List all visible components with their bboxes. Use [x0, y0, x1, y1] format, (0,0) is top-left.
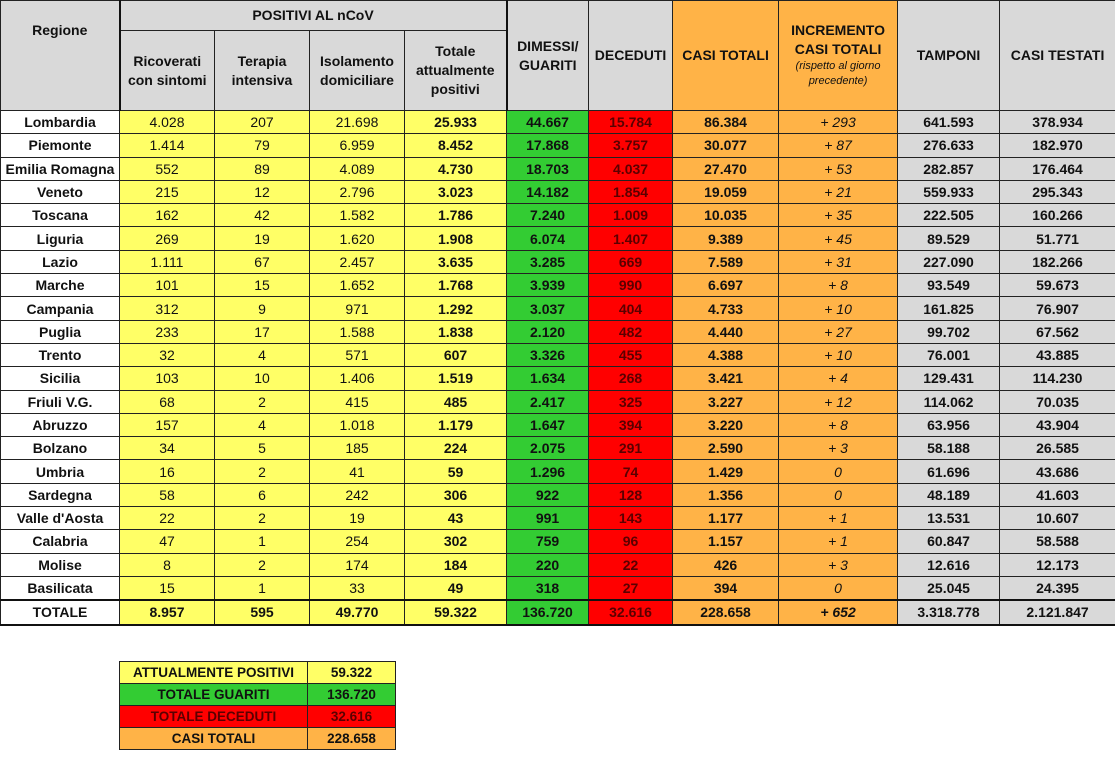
cell-isolamento: 242 — [310, 483, 405, 506]
cell-dimessi: 220 — [507, 553, 589, 576]
cell-dimessi: 3.037 — [507, 297, 589, 320]
table-row — [1, 460, 1115, 483]
cell-testati: 160.266 — [1000, 204, 1115, 227]
cell-tamponi: 61.696 — [898, 460, 1000, 483]
table-row — [1, 413, 1115, 436]
cell-terapia: 5 — [215, 437, 310, 460]
cell-dimessi: 318 — [507, 576, 589, 600]
cell-incremento: + 293 — [779, 111, 898, 134]
cell-testati: 43.904 — [1000, 413, 1115, 436]
cell-terapia: 17 — [215, 320, 310, 343]
cell-casi: 3.220 — [673, 413, 779, 436]
cell-deceduti: 1.854 — [589, 180, 673, 203]
cell-isolamento: 185 — [310, 437, 405, 460]
cell-tamponi: 227.090 — [898, 250, 1000, 273]
cell-isolamento: 1.620 — [310, 227, 405, 250]
cell-regione: Piemonte — [1, 134, 120, 157]
cell-testati: 59.673 — [1000, 274, 1115, 297]
header-positivi-group: POSITIVI AL nCoV — [120, 1, 507, 31]
cell-incremento: + 10 — [779, 343, 898, 366]
cell-incremento: + 31 — [779, 250, 898, 273]
cell-testati: 114.230 — [1000, 367, 1115, 390]
cell-isolamento: 1.406 — [310, 367, 405, 390]
cell-casi: 19.059 — [673, 180, 779, 203]
header-casi-testati: CASI TESTATI — [1000, 1, 1115, 111]
cell-testati: 67.562 — [1000, 320, 1115, 343]
cell-isolamento: 2.457 — [310, 250, 405, 273]
cell-ricoverati: 22 — [120, 507, 215, 530]
cell-tamponi: 276.633 — [898, 134, 1000, 157]
cell-tamponi: 48.189 — [898, 483, 1000, 506]
cell-testati: 76.907 — [1000, 297, 1115, 320]
cell-dimessi: 18.703 — [507, 157, 589, 180]
header-incremento-title: INCREMENTO CASI TOTALI — [791, 22, 885, 58]
cell-dimessi: 1.647 — [507, 413, 589, 436]
cell-ricoverati: 1.414 — [120, 134, 215, 157]
header-incremento-sub: (rispetto al giorno precedente) — [795, 60, 881, 88]
header-ricoverati: Ricoverati con sintomi — [120, 31, 215, 111]
table-row — [1, 134, 1115, 157]
cell-terapia: 1 — [215, 530, 310, 553]
cell-casi: 1.356 — [673, 483, 779, 506]
cell-ricoverati: 312 — [120, 297, 215, 320]
cell-tamponi: 222.505 — [898, 204, 1000, 227]
table-row — [1, 483, 1115, 506]
table-row — [1, 437, 1115, 460]
cell-terapia: 10 — [215, 367, 310, 390]
cell-tamponi: 58.188 — [898, 437, 1000, 460]
cell-ricoverati: 15 — [120, 576, 215, 600]
table-row — [1, 576, 1115, 600]
cell-incremento: + 4 — [779, 367, 898, 390]
cell-dimessi: 1.296 — [507, 460, 589, 483]
cell-incremento: 0 — [779, 483, 898, 506]
cell-regione: Bolzano — [1, 437, 120, 460]
cell-regione: Lazio — [1, 250, 120, 273]
cell-terapia: 15 — [215, 274, 310, 297]
cell-isolamento: 4.089 — [310, 157, 405, 180]
cell-incremento: + 3 — [779, 437, 898, 460]
cell-isolamento: 1.018 — [310, 413, 405, 436]
header-deceduti: DECEDUTI — [589, 1, 673, 111]
summary-row — [120, 662, 396, 684]
table-row — [1, 250, 1115, 273]
cell-totale: 59 — [405, 460, 507, 483]
cell-tamponi: 93.549 — [898, 274, 1000, 297]
cell-regione: Sardegna — [1, 483, 120, 506]
cell-casi: 3.421 — [673, 367, 779, 390]
cell-deceduti: 394 — [589, 413, 673, 436]
cell-dimessi: 922 — [507, 483, 589, 506]
cell-regione: Lombardia — [1, 111, 120, 134]
cell-terapia: 2 — [215, 553, 310, 576]
cell-isolamento: 415 — [310, 390, 405, 413]
cell-regione: TOTALE — [1, 600, 120, 624]
cell-dimessi: 44.667 — [507, 111, 589, 134]
cell-incremento: + 3 — [779, 553, 898, 576]
cell-tamponi: 161.825 — [898, 297, 1000, 320]
summary-row — [120, 728, 396, 750]
cell-ricoverati: 233 — [120, 320, 215, 343]
cell-casi: 228.658 — [673, 600, 779, 624]
cell-regione: Toscana — [1, 204, 120, 227]
cell-terapia: 12 — [215, 180, 310, 203]
cell-ricoverati: 16 — [120, 460, 215, 483]
cell-deceduti: 22 — [589, 553, 673, 576]
cell-totale: 607 — [405, 343, 507, 366]
cell-regione: Friuli V.G. — [1, 390, 120, 413]
cell-dimessi: 3.939 — [507, 274, 589, 297]
cell-regione: Abruzzo — [1, 413, 120, 436]
cell-totale: 59.322 — [405, 600, 507, 624]
cell-regione: Puglia — [1, 320, 120, 343]
cell-terapia: 67 — [215, 250, 310, 273]
table-row — [1, 297, 1115, 320]
cell-deceduti: 669 — [589, 250, 673, 273]
cell-tamponi: 129.431 — [898, 367, 1000, 390]
cell-terapia: 4 — [215, 343, 310, 366]
cell-tamponi: 12.616 — [898, 553, 1000, 576]
cell-deceduti: 143 — [589, 507, 673, 530]
cell-ricoverati: 162 — [120, 204, 215, 227]
table-row — [1, 204, 1115, 227]
cell-regione: Trento — [1, 343, 120, 366]
cell-isolamento: 1.588 — [310, 320, 405, 343]
cell-ricoverati: 47 — [120, 530, 215, 553]
table-row — [1, 553, 1115, 576]
cell-totale: 8.452 — [405, 134, 507, 157]
header-tamponi: TAMPONI — [898, 1, 1000, 111]
cell-deceduti: 15.784 — [589, 111, 673, 134]
cell-isolamento: 33 — [310, 576, 405, 600]
cell-deceduti: 291 — [589, 437, 673, 460]
table-body — [1, 111, 1115, 625]
cell-isolamento: 21.698 — [310, 111, 405, 134]
cell-ricoverati: 8 — [120, 553, 215, 576]
cell-tamponi: 641.593 — [898, 111, 1000, 134]
cell-incremento: + 27 — [779, 320, 898, 343]
table-row — [1, 274, 1115, 297]
cell-deceduti: 96 — [589, 530, 673, 553]
cell-terapia: 207 — [215, 111, 310, 134]
summary-label: TOTALE GUARITI — [120, 684, 308, 706]
cell-incremento: + 8 — [779, 413, 898, 436]
header-isolamento: Isolamento domiciliare — [310, 31, 405, 111]
cell-isolamento: 174 — [310, 553, 405, 576]
cell-deceduti: 4.037 — [589, 157, 673, 180]
cell-totale: 184 — [405, 553, 507, 576]
cell-totale: 1.768 — [405, 274, 507, 297]
cell-deceduti: 1.407 — [589, 227, 673, 250]
cell-isolamento: 6.959 — [310, 134, 405, 157]
table-row — [1, 111, 1115, 134]
header-regione: Regione — [1, 1, 120, 111]
cell-testati: 12.173 — [1000, 553, 1115, 576]
cell-tamponi: 76.001 — [898, 343, 1000, 366]
cell-totale: 1.519 — [405, 367, 507, 390]
cell-testati: 51.771 — [1000, 227, 1115, 250]
table-row — [1, 157, 1115, 180]
header-terapia: Terapia intensiva — [215, 31, 310, 111]
table-row — [1, 227, 1115, 250]
cell-testati: 43.885 — [1000, 343, 1115, 366]
cell-dimessi: 6.074 — [507, 227, 589, 250]
cell-regione: Basilicata — [1, 576, 120, 600]
cell-terapia: 42 — [215, 204, 310, 227]
cell-deceduti: 3.757 — [589, 134, 673, 157]
cell-dimessi: 136.720 — [507, 600, 589, 624]
cell-totale: 3.635 — [405, 250, 507, 273]
table-row — [1, 180, 1115, 203]
summary-label: CASI TOTALI — [120, 728, 308, 750]
cell-terapia: 6 — [215, 483, 310, 506]
cell-isolamento: 254 — [310, 530, 405, 553]
cell-isolamento: 41 — [310, 460, 405, 483]
table-row — [1, 343, 1115, 366]
cell-testati: 10.607 — [1000, 507, 1115, 530]
cell-dimessi: 1.634 — [507, 367, 589, 390]
cell-testati: 26.585 — [1000, 437, 1115, 460]
cell-casi: 6.697 — [673, 274, 779, 297]
cell-isolamento: 571 — [310, 343, 405, 366]
header-incremento — [779, 1, 898, 111]
cell-dimessi: 759 — [507, 530, 589, 553]
cell-dimessi: 2.120 — [507, 320, 589, 343]
cell-ricoverati: 32 — [120, 343, 215, 366]
cell-ricoverati: 269 — [120, 227, 215, 250]
cell-tamponi: 99.702 — [898, 320, 1000, 343]
cell-tamponi: 89.529 — [898, 227, 1000, 250]
cell-testati: 182.266 — [1000, 250, 1115, 273]
cell-regione: Veneto — [1, 180, 120, 203]
cell-tamponi: 60.847 — [898, 530, 1000, 553]
cell-totale: 1.292 — [405, 297, 507, 320]
summary-value: 59.322 — [308, 662, 396, 684]
cell-totale: 1.908 — [405, 227, 507, 250]
cell-dimessi: 7.240 — [507, 204, 589, 227]
cell-dimessi: 14.182 — [507, 180, 589, 203]
cell-casi: 4.440 — [673, 320, 779, 343]
cell-casi: 9.389 — [673, 227, 779, 250]
cell-incremento: + 8 — [779, 274, 898, 297]
cell-ricoverati: 552 — [120, 157, 215, 180]
cell-incremento: + 652 — [779, 600, 898, 624]
cell-dimessi: 3.285 — [507, 250, 589, 273]
cell-regione: Sicilia — [1, 367, 120, 390]
cell-incremento: + 53 — [779, 157, 898, 180]
cell-casi: 394 — [673, 576, 779, 600]
cell-isolamento: 19 — [310, 507, 405, 530]
cell-terapia: 1 — [215, 576, 310, 600]
cell-incremento: 0 — [779, 576, 898, 600]
cell-isolamento: 1.582 — [310, 204, 405, 227]
cell-isolamento: 2.796 — [310, 180, 405, 203]
cell-regione: Valle d'Aosta — [1, 507, 120, 530]
table-row — [1, 530, 1115, 553]
cell-totale: 306 — [405, 483, 507, 506]
cell-regione: Umbria — [1, 460, 120, 483]
cell-deceduti: 990 — [589, 274, 673, 297]
cell-totale: 3.023 — [405, 180, 507, 203]
cell-incremento: + 1 — [779, 507, 898, 530]
cell-ricoverati: 4.028 — [120, 111, 215, 134]
cell-dimessi: 2.075 — [507, 437, 589, 460]
cell-tamponi: 559.933 — [898, 180, 1000, 203]
cell-terapia: 89 — [215, 157, 310, 180]
cell-incremento: + 1 — [779, 530, 898, 553]
cell-totale: 1.179 — [405, 413, 507, 436]
cell-deceduti: 455 — [589, 343, 673, 366]
total-row — [1, 600, 1115, 624]
cell-ricoverati: 34 — [120, 437, 215, 460]
cell-terapia: 4 — [215, 413, 310, 436]
cell-dimessi: 991 — [507, 507, 589, 530]
header-totale-positivi: Totale attualmente positivi — [405, 31, 507, 111]
summary-label: ATTUALMENTE POSITIVI — [120, 662, 308, 684]
summary-row — [120, 706, 396, 728]
cell-tamponi: 13.531 — [898, 507, 1000, 530]
cell-testati: 378.934 — [1000, 111, 1115, 134]
cell-testati: 41.603 — [1000, 483, 1115, 506]
cell-regione: Liguria — [1, 227, 120, 250]
cell-incremento: + 45 — [779, 227, 898, 250]
cell-regione: Molise — [1, 553, 120, 576]
cell-dimessi: 2.417 — [507, 390, 589, 413]
cell-deceduti: 27 — [589, 576, 673, 600]
cell-casi: 4.733 — [673, 297, 779, 320]
cell-deceduti: 325 — [589, 390, 673, 413]
cell-terapia: 9 — [215, 297, 310, 320]
cell-tamponi: 114.062 — [898, 390, 1000, 413]
cell-testati: 2.121.847 — [1000, 600, 1115, 624]
cell-incremento: + 12 — [779, 390, 898, 413]
cell-casi: 1.157 — [673, 530, 779, 553]
cell-totale: 1.786 — [405, 204, 507, 227]
cell-deceduti: 74 — [589, 460, 673, 483]
table-row — [1, 507, 1115, 530]
summary-value: 32.616 — [308, 706, 396, 728]
cell-isolamento: 971 — [310, 297, 405, 320]
cell-tamponi: 63.956 — [898, 413, 1000, 436]
cell-testati: 295.343 — [1000, 180, 1115, 203]
cell-ricoverati: 1.111 — [120, 250, 215, 273]
cell-casi: 27.470 — [673, 157, 779, 180]
cell-deceduti: 1.009 — [589, 204, 673, 227]
cell-ricoverati: 103 — [120, 367, 215, 390]
cell-ricoverati: 68 — [120, 390, 215, 413]
summary-value: 228.658 — [308, 728, 396, 750]
cell-ricoverati: 58 — [120, 483, 215, 506]
cell-casi: 3.227 — [673, 390, 779, 413]
summary-label: TOTALE DECEDUTI — [120, 706, 308, 728]
cell-casi: 30.077 — [673, 134, 779, 157]
cell-incremento: + 10 — [779, 297, 898, 320]
summary-table — [119, 661, 396, 750]
cell-regione: Marche — [1, 274, 120, 297]
cell-testati: 43.686 — [1000, 460, 1115, 483]
cell-regione: Calabria — [1, 530, 120, 553]
cell-tamponi: 25.045 — [898, 576, 1000, 600]
cell-casi: 10.035 — [673, 204, 779, 227]
cell-testati: 58.588 — [1000, 530, 1115, 553]
cell-terapia: 19 — [215, 227, 310, 250]
cell-testati: 70.035 — [1000, 390, 1115, 413]
cell-deceduti: 128 — [589, 483, 673, 506]
cell-casi: 2.590 — [673, 437, 779, 460]
cell-totale: 302 — [405, 530, 507, 553]
cell-tamponi: 3.318.778 — [898, 600, 1000, 624]
cell-incremento: + 21 — [779, 180, 898, 203]
cell-deceduti: 268 — [589, 367, 673, 390]
cell-totale: 43 — [405, 507, 507, 530]
table-row — [1, 390, 1115, 413]
cell-ricoverati: 8.957 — [120, 600, 215, 624]
cell-dimessi: 17.868 — [507, 134, 589, 157]
cell-incremento: + 87 — [779, 134, 898, 157]
summary-row — [120, 684, 396, 706]
table-row — [1, 367, 1115, 390]
cell-incremento: 0 — [779, 460, 898, 483]
summary-value: 136.720 — [308, 684, 396, 706]
cell-casi: 86.384 — [673, 111, 779, 134]
cell-totale: 1.838 — [405, 320, 507, 343]
header-dimessi: DIMESSI/ GUARITI — [507, 1, 589, 111]
cell-testati: 24.395 — [1000, 576, 1115, 600]
cell-totale: 4.730 — [405, 157, 507, 180]
cell-totale: 224 — [405, 437, 507, 460]
header-casi-totali: CASI TOTALI — [673, 1, 779, 111]
cell-deceduti: 482 — [589, 320, 673, 343]
cell-ricoverati: 215 — [120, 180, 215, 203]
cell-casi: 4.388 — [673, 343, 779, 366]
cell-totale: 485 — [405, 390, 507, 413]
table-row — [1, 320, 1115, 343]
cell-casi: 1.177 — [673, 507, 779, 530]
cell-testati: 176.464 — [1000, 157, 1115, 180]
cell-ricoverati: 157 — [120, 413, 215, 436]
cell-casi: 1.429 — [673, 460, 779, 483]
cell-totale: 25.933 — [405, 111, 507, 134]
cell-totale: 49 — [405, 576, 507, 600]
cell-regione: Campania — [1, 297, 120, 320]
cell-deceduti: 404 — [589, 297, 673, 320]
cell-isolamento: 49.770 — [310, 600, 405, 624]
cell-terapia: 79 — [215, 134, 310, 157]
cell-terapia: 2 — [215, 390, 310, 413]
cell-ricoverati: 101 — [120, 274, 215, 297]
cell-terapia: 595 — [215, 600, 310, 624]
cell-tamponi: 282.857 — [898, 157, 1000, 180]
cell-isolamento: 1.652 — [310, 274, 405, 297]
cell-testati: 182.970 — [1000, 134, 1115, 157]
cell-deceduti: 32.616 — [589, 600, 673, 624]
cell-regione: Emilia Romagna — [1, 157, 120, 180]
cell-casi: 426 — [673, 553, 779, 576]
cell-terapia: 2 — [215, 507, 310, 530]
cell-terapia: 2 — [215, 460, 310, 483]
cell-incremento: + 35 — [779, 204, 898, 227]
cell-casi: 7.589 — [673, 250, 779, 273]
cell-dimessi: 3.326 — [507, 343, 589, 366]
